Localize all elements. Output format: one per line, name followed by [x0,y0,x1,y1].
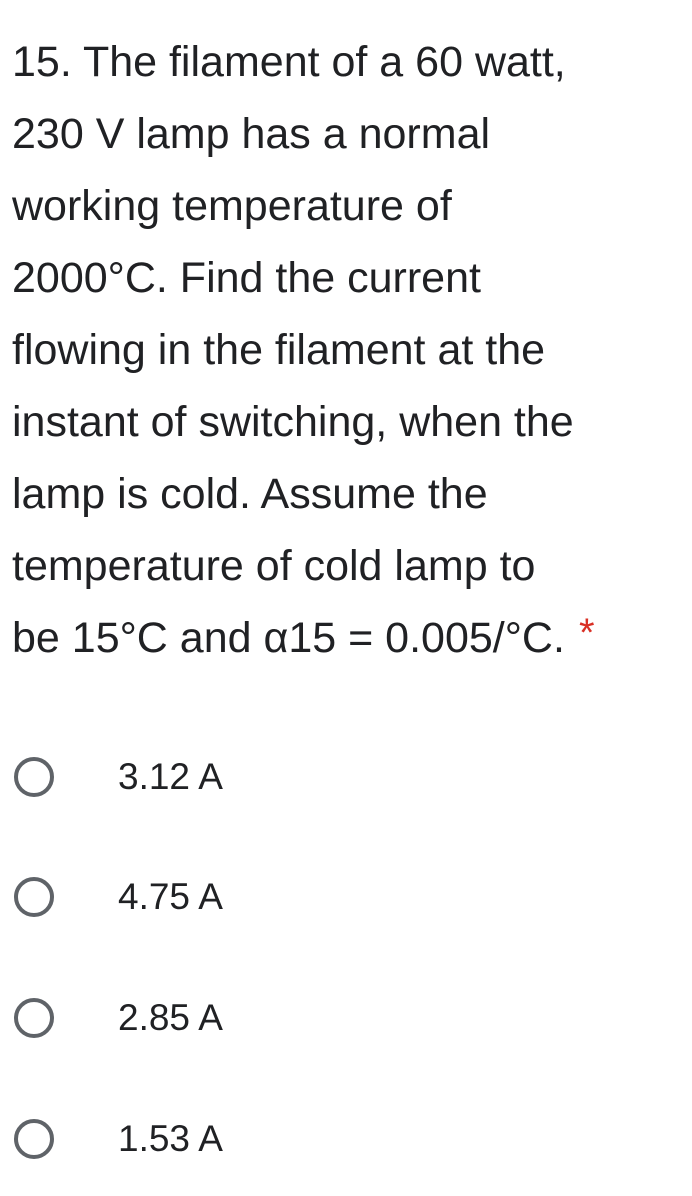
question-line: instant of switching, when the [12,398,574,446]
question-line: flowing in the filament at the [12,326,546,374]
question-text [12,26,684,675]
option-label: 4.75 A [118,876,223,917]
option-label: 1.53 A [118,1118,223,1159]
question-line: 230 V lamp has a normal [12,110,491,158]
question-line: 2000°C. Find the current [12,254,481,302]
question-line: working temperature of [12,182,452,230]
option-label: 3.12 A [118,756,223,797]
radio-button-icon[interactable] [14,1119,54,1159]
option-4-75-a[interactable] [14,867,223,927]
question-line: be 15°C and α15 = 0.005/°C. [12,614,565,662]
required-asterisk: * [578,611,595,655]
radio-button-icon[interactable] [14,757,54,797]
question-line: temperature of cold lamp to [12,542,536,590]
question-line: lamp is cold. Assume the [12,470,488,518]
question-line: 15. The filament of a 60 watt, [12,38,566,86]
radio-button-icon[interactable] [14,998,54,1038]
option-label: 2.85 A [118,997,223,1038]
option-1-53-a[interactable] [14,1109,223,1169]
option-2-85-a[interactable] [14,988,223,1048]
question-line-last [12,602,684,675]
option-3-12-a[interactable] [14,747,223,807]
radio-button-icon[interactable] [14,877,54,917]
